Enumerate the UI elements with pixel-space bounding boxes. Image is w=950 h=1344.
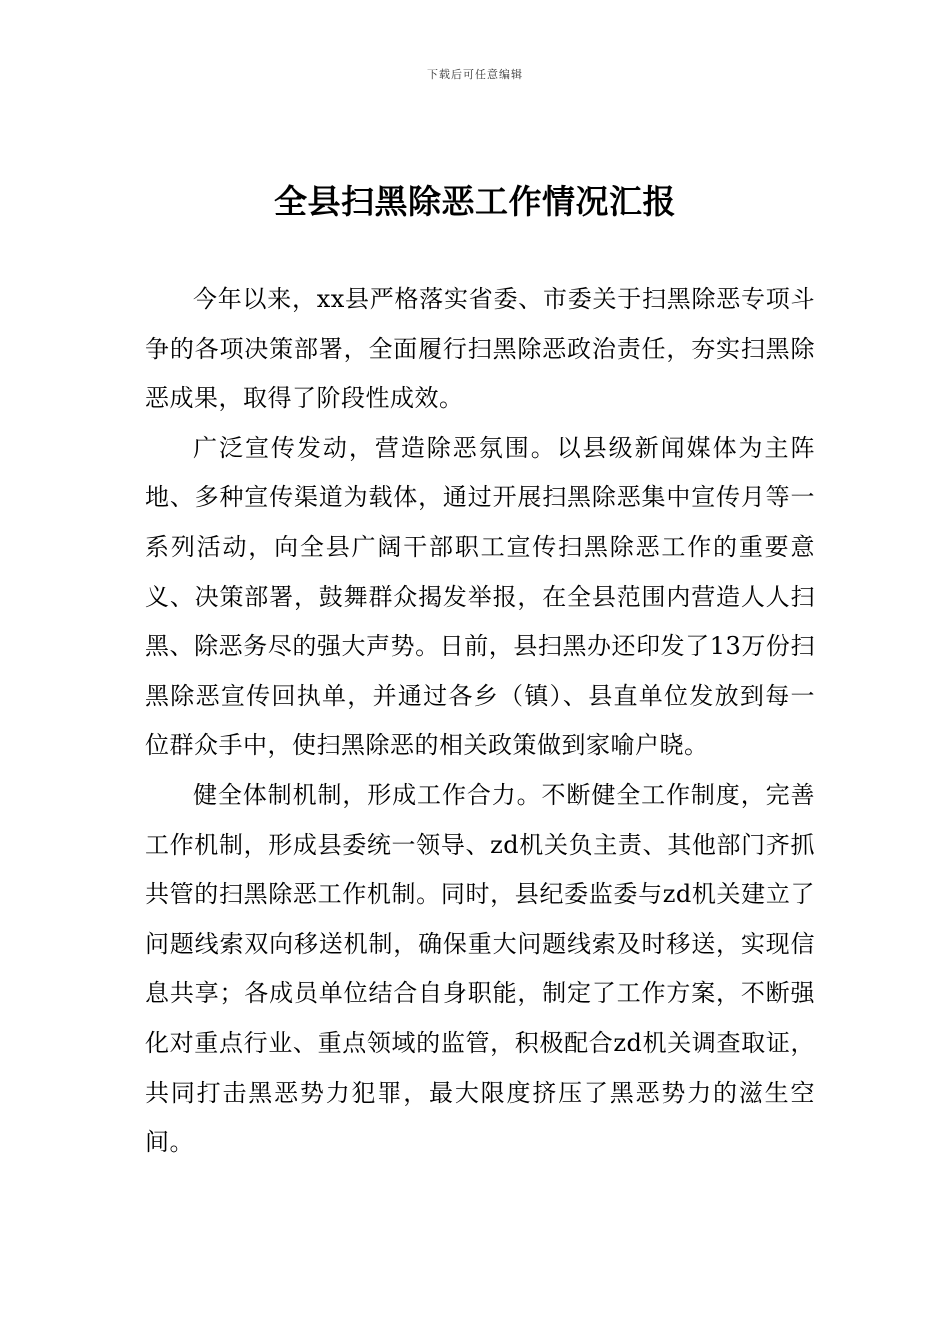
document-title: 全县扫黑除恶工作情况汇报 xyxy=(274,182,676,221)
paragraph-intro: 今年以来，xx县严格落实省委、市委关于扫黑除恶专项斗争的各项决策部署，全面履行扫黑除恶政治责任，夯实扫黑除恶成果，取得了阶段性成效。 xyxy=(145,285,815,413)
header-note: 下载后可任意编辑 xyxy=(427,68,523,81)
paragraph-publicity: 广泛宣传发动，营造除恶氛围。以县级新闻媒体为主阵地、多种宣传渠道为载体，通过开展扫黑除恶集中宣传月等一系列活动，向全县广阔干部职工宣传扫黑除恶工作的重要意义、决策部署，鼓舞群众揭发举报，在全县范围内营造人人扫黑、除恶务尽的强大声势。日前，县扫黑办还印发了13万份扫黑除恶宣传回执单，并通过各乡（镇）、县直单位发放到每一位群众手中，使扫黑除恶的相关政策做到家喻户晓。 xyxy=(145,433,815,760)
paragraph-mechanism: 健全体制机制，形成工作合力。不断健全工作制度，完善工作机制，形成县委统一领导、zd机关负主责、其他部门齐抓共管的扫黑除恶工作机制。同时，县纪委监委与zd机关建立了问题线索双向移送机制，确保重大问题线索及时移送，实现信息共享；各成员单位结合自身职能，制定了工作方案，不断强化对重点行业、重点领域的监管，积极配合zd机关调查取证，共同打击黑恶势力犯罪，最大限度挤压了黑恶势力的滋生空间。 xyxy=(145,780,815,1157)
document-body xyxy=(145,275,815,1168)
